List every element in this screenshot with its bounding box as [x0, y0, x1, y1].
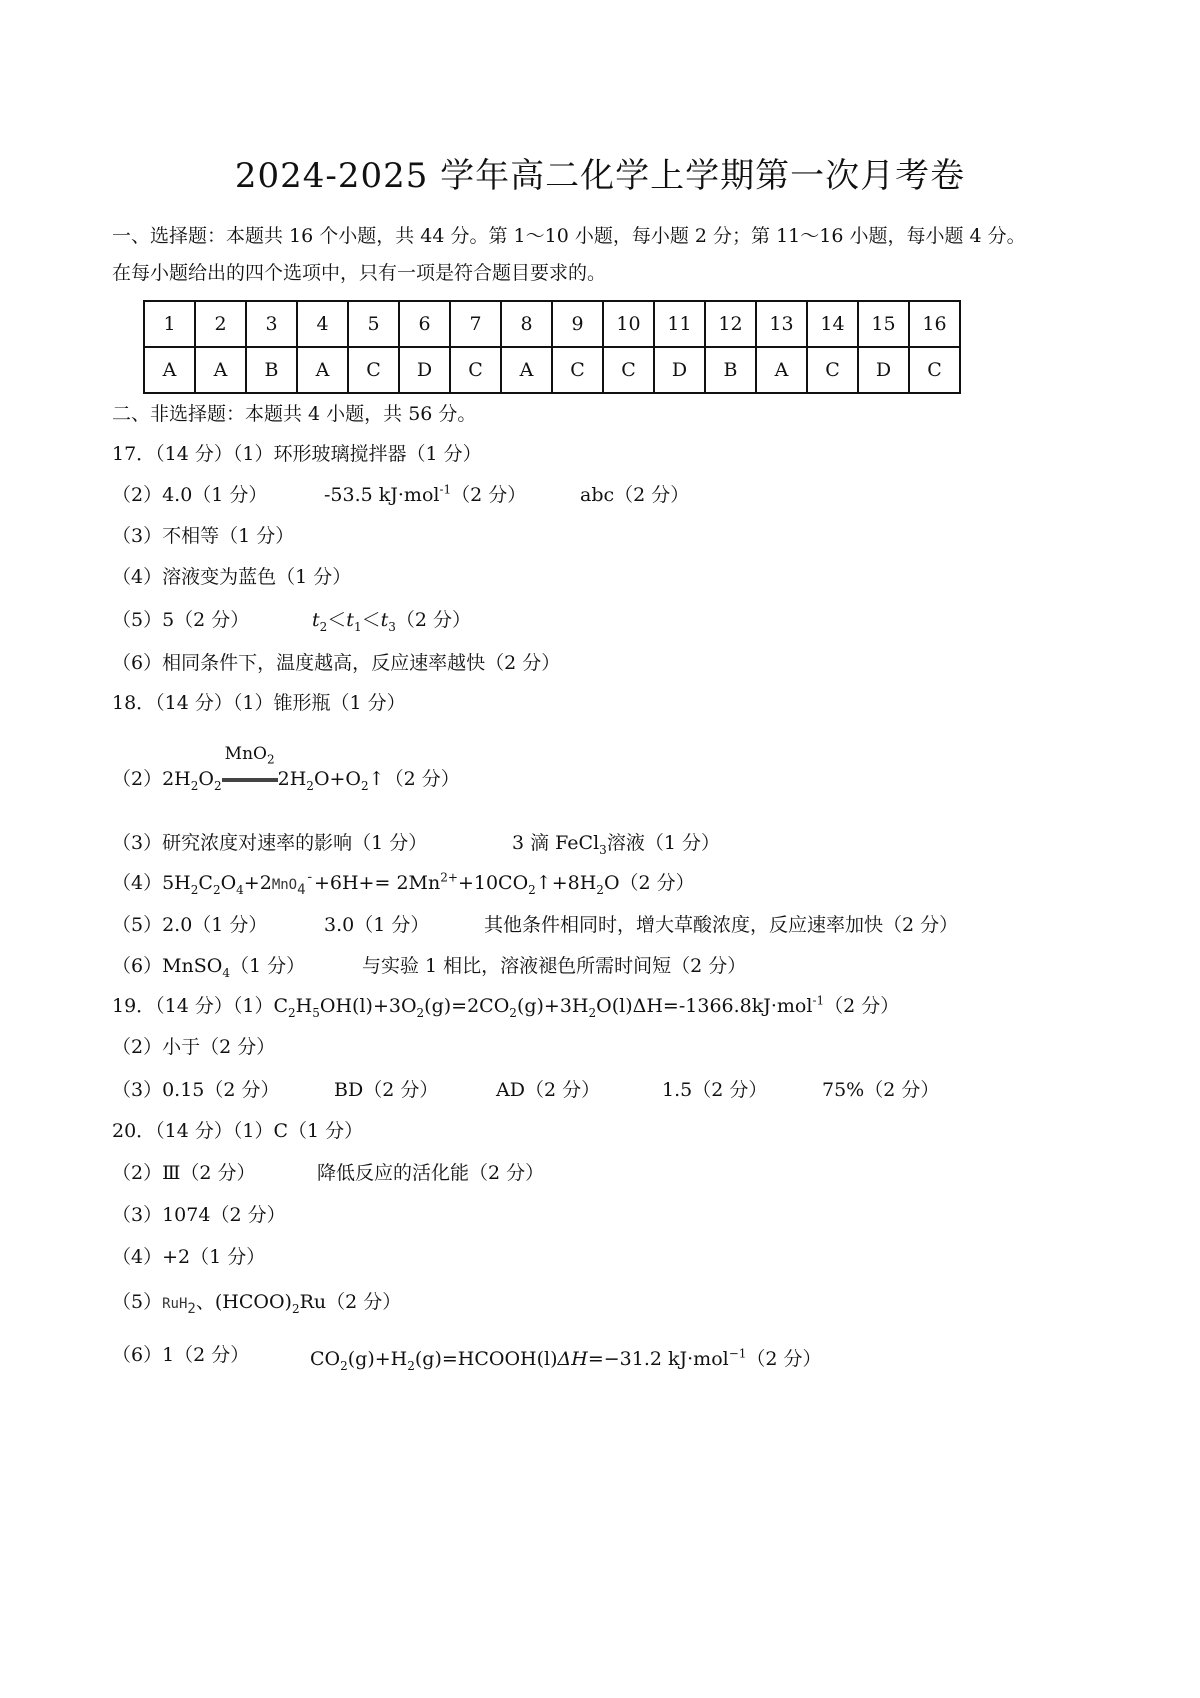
q19-p3-answer-b: BD（2 分）	[334, 1079, 439, 1101]
q17-p5-answer-b	[312, 605, 471, 634]
answer-table-answer-row	[144, 347, 960, 393]
sub: 2	[596, 882, 604, 897]
q17-p2-answer-c: abc（2 分）	[580, 484, 690, 506]
text: ↑+8H	[535, 872, 597, 894]
q17-p5-answer-a: （5）5（2 分）	[112, 609, 250, 631]
text: 2H	[277, 768, 307, 790]
answer-cell: D	[654, 347, 705, 393]
text: OH(l)+3O	[319, 995, 417, 1017]
text: 3 滴 FeCl	[512, 832, 600, 854]
text: （4）5H	[112, 872, 191, 894]
text: CO	[310, 1348, 341, 1370]
q17-p2-answer-a: （2）4.0（1 分）	[112, 484, 268, 506]
text: （2 分）	[395, 609, 472, 631]
text: =−31.2 kJ·mol	[587, 1348, 729, 1370]
text: 19．（14 分）（1）C	[112, 995, 289, 1017]
question-number-cell: 13	[756, 301, 807, 347]
sup: -1	[812, 993, 825, 1008]
text: C	[198, 872, 213, 894]
answer-table	[143, 300, 961, 394]
sub: 2	[190, 778, 199, 793]
sub: 5	[312, 1005, 320, 1020]
answer-cell: A	[501, 347, 552, 393]
question-number-cell: 10	[603, 301, 654, 347]
q17-part4: （4）溶液变为蓝色（1 分）	[112, 566, 352, 588]
question-number-cell: 6	[399, 301, 450, 347]
sub: 2	[588, 1005, 597, 1020]
q19-part3	[112, 1075, 1012, 1103]
q17-head: 17．（14 分）（1）环形玻璃搅拌器（1 分）	[112, 443, 482, 465]
text: ΔH	[557, 1348, 588, 1370]
text: （6）MnSO	[112, 955, 223, 977]
sup: 2+	[440, 870, 458, 885]
q20-p6-answer-a: （6）1（2 分）	[112, 1344, 250, 1366]
page-title: 2024-2025 学年高二化学上学期第一次月考卷	[234, 156, 966, 196]
answer-cell: D	[858, 347, 909, 393]
question-number-cell: 9	[552, 301, 603, 347]
sub: 4	[222, 965, 231, 980]
question-number-cell: 12	[705, 301, 756, 347]
text: 2H	[162, 768, 191, 790]
text: （5）	[112, 1291, 163, 1313]
text: (g)=2CO	[424, 995, 510, 1017]
q18-head: 18．（14 分）（1）锥形瓶（1 分）	[112, 692, 406, 714]
text: （2 分）	[824, 995, 900, 1017]
t3: t	[380, 609, 389, 631]
q17-p2-answer-b	[324, 480, 526, 507]
q19-head	[112, 991, 899, 1020]
q18-p5-answer-a: （5）2.0（1 分）	[112, 914, 268, 936]
sub: 2	[190, 882, 199, 897]
ruthenium-hydride: RuH	[162, 1296, 188, 1312]
q20-part5	[112, 1287, 401, 1317]
question-number-cell: 11	[654, 301, 705, 347]
q18-part4	[112, 868, 695, 898]
text: MnO	[224, 744, 267, 764]
text: (HCOO)	[214, 1291, 292, 1313]
sub: 3	[388, 619, 396, 634]
q19-p3-answer-a: （3）0.15（2 分）	[112, 1079, 280, 1101]
q18-p6-answer-b: 与实验 1 相比，溶液褪色所需时间短（2 分）	[362, 955, 747, 977]
answer-table-header-row	[144, 301, 960, 347]
sub: 2	[407, 1358, 415, 1373]
question-number-cell: 1	[144, 301, 195, 347]
text-sup: -1	[439, 482, 452, 497]
gas-arrow: ↑	[368, 768, 385, 790]
answer-cell: B	[705, 347, 756, 393]
q18-part5	[112, 910, 1112, 938]
q20-part2	[112, 1158, 812, 1186]
text: H	[295, 995, 313, 1017]
answer-cell: C	[603, 347, 654, 393]
sub: 2	[340, 1358, 348, 1373]
question-number-cell: 3	[246, 301, 297, 347]
q19-part2: （2）小于（2 分）	[112, 1036, 276, 1058]
question-number-cell: 2	[195, 301, 246, 347]
q18-p5-answer-c: 其他条件相同时，增大草酸浓度，反应速率加快（2 分）	[484, 914, 959, 936]
q20-p2-answer-a: （2）Ⅲ（2 分）	[112, 1162, 256, 1184]
question-number-cell: 14	[807, 301, 858, 347]
permanganate: MnO	[271, 877, 298, 893]
q20-head: 20．（14 分）（1）C（1 分）	[112, 1120, 364, 1142]
q20-part6	[112, 1340, 1012, 1373]
question-number-cell: 16	[909, 301, 960, 347]
q17-part3: （3）不相等（1 分）	[112, 525, 295, 547]
sub: 4	[236, 882, 244, 897]
q17-part5	[112, 605, 812, 633]
sub: 3	[599, 842, 607, 857]
section2-intro: 二、非选择题：本题共 4 小题，共 56 分。	[112, 403, 477, 425]
text: O+O	[313, 768, 362, 790]
sub: 4	[297, 881, 306, 898]
text: （1 分）	[230, 955, 306, 977]
sub: 2	[291, 1301, 300, 1316]
q18-part3	[112, 828, 912, 856]
answer-cell: C	[909, 347, 960, 393]
q18-p6-answer-a	[112, 951, 305, 980]
lt: ＜	[361, 609, 381, 631]
answer-cell: A	[297, 347, 348, 393]
sub: 2	[266, 752, 275, 767]
text: （2 分）	[384, 768, 460, 790]
text: 溶液（1 分）	[606, 832, 720, 854]
sub: 2	[319, 619, 328, 634]
sub: 1	[353, 619, 362, 634]
answer-cell: C	[450, 347, 501, 393]
text: （2 分）	[451, 484, 527, 506]
q20-part3: （3）1074（2 分）	[112, 1204, 286, 1226]
text: O(l)ΔH=-1366.8kJ·mol	[596, 995, 813, 1017]
lt: ＜	[327, 609, 347, 631]
text: (g)=HCOOH(l)	[414, 1348, 558, 1370]
sub: 2	[213, 778, 222, 793]
text: +6H+= 2Mn	[313, 872, 441, 894]
answer-cell: A	[195, 347, 246, 393]
text: 、	[195, 1291, 215, 1313]
text: O	[198, 768, 214, 790]
q17-part6: （6）相同条件下，温度越高，反应速率越快（2 分）	[112, 652, 561, 674]
text: +2	[243, 872, 272, 894]
text: +10CO	[457, 872, 529, 894]
q20-part4: （4）+2（1 分）	[112, 1246, 266, 1268]
q19-p3-answer-d: 1.5（2 分）	[662, 1079, 768, 1101]
text: O	[220, 872, 237, 894]
sub: 2	[509, 1005, 517, 1020]
text: (g)+H	[347, 1348, 408, 1370]
q18-p5-answer-b: 3.0（1 分）	[324, 914, 430, 936]
text: （2）	[112, 768, 163, 790]
t1: t	[346, 609, 354, 631]
text: O（2 分）	[603, 872, 695, 894]
question-number-cell: 4	[297, 301, 348, 347]
text: Ru	[299, 1291, 327, 1313]
sub: 2	[528, 882, 536, 897]
q17-part2	[112, 480, 1012, 508]
sub: 2	[288, 1005, 296, 1020]
answer-cell: D	[399, 347, 450, 393]
q19-p3-answer-e: 75%（2 分）	[822, 1079, 940, 1101]
q20-p2-answer-b: 降低反应的活化能（2 分）	[317, 1162, 545, 1184]
q19-p3-answer-c: AD（2 分）	[496, 1079, 601, 1101]
text: -53.5 kJ·mol	[324, 484, 440, 506]
text: （2 分）	[326, 1291, 402, 1313]
answer-cell: B	[246, 347, 297, 393]
question-number-cell: 8	[501, 301, 552, 347]
catalyst-label	[222, 744, 278, 766]
reaction-bar	[222, 778, 278, 782]
answer-cell: A	[144, 347, 195, 393]
q18-p3-answer-b	[512, 828, 720, 857]
catalyst-arrow	[222, 744, 278, 790]
sup: -	[305, 869, 314, 886]
sup: −1	[728, 1346, 747, 1361]
question-number-cell: 5	[348, 301, 399, 347]
answer-cell: A	[756, 347, 807, 393]
text: (g)+3H	[516, 995, 589, 1017]
q18-part2	[112, 744, 460, 793]
t2: t	[312, 609, 320, 631]
q20-p6-answer-b	[310, 1344, 822, 1373]
question-number-cell: 15	[858, 301, 909, 347]
answer-cell: C	[552, 347, 603, 393]
answer-cell: C	[807, 347, 858, 393]
sub: 2	[306, 778, 314, 793]
section1-intro: 一、选择题：本题共 16 个小题，共 44 分。第 1～10 小题，每小题 2 分；第 11～16 小题，每小题 4 分。在每小题给出的四个选项中，只有一项是符合题目要求的。	[112, 225, 1026, 284]
sub: 2	[361, 778, 369, 793]
q18-part6	[112, 951, 1012, 979]
q18-p3-answer-a: （3）研究浓度对速率的影响（1 分）	[112, 832, 428, 854]
sub: 2	[187, 1300, 196, 1317]
sub: 2	[212, 882, 221, 897]
question-number-cell: 7	[450, 301, 501, 347]
text: （2 分）	[746, 1348, 822, 1370]
answer-cell: C	[348, 347, 399, 393]
sub: 2	[416, 1005, 425, 1020]
